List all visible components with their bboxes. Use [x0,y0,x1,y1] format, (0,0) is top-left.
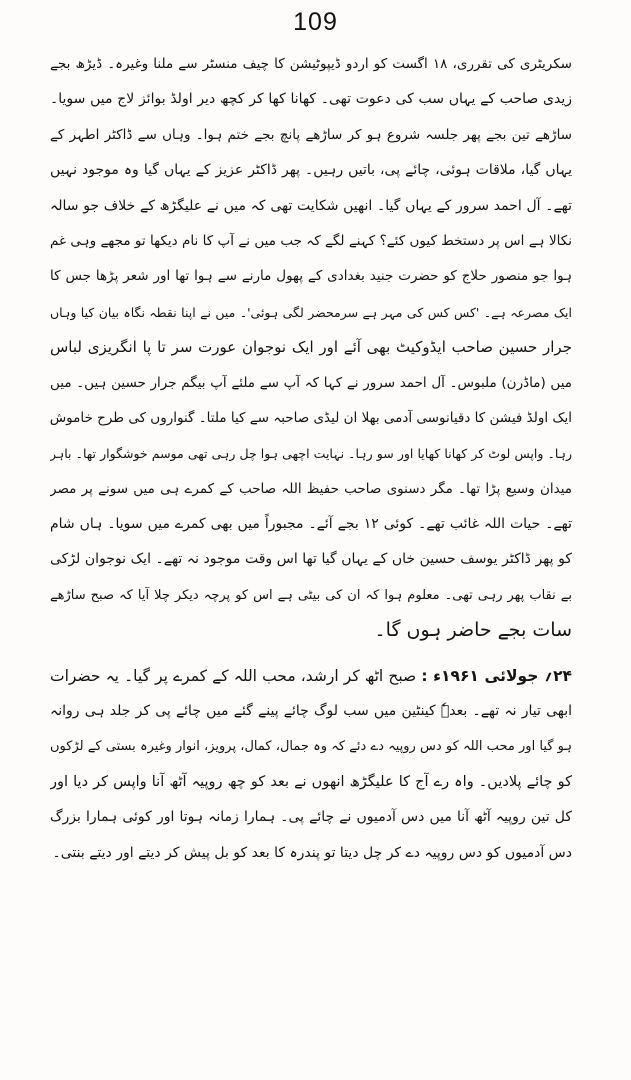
dated-entry-first-line [50,659,572,694]
text-line: کل تین روپیہ آٹھ آنا میں دس آدمیوں نے چائے پی۔ ہمارا زمانہ ہوتا اور کوئی ہمارا بزرگ [50,809,572,826]
text-line: یہاں گیا، ملاقات ہوئی، چائے پی، باتیں رہیں۔ پھر ڈاکٹر عزیز کے یہاں گیا وہ موجود نہیں [50,162,572,179]
text-line: سات بجے حاضر ہوں گا۔ [374,619,572,642]
text-line: کو پھر ڈاکٹر یوسف حسین خاں کے یہاں گیا تھا اس وقت موجود نہ تھے۔ ایک نوجوان لڑکی [50,551,572,568]
text-line: ساڑھے تین بجے پھر جلسہ شروع ہو کر ساڑھے پانچ بجے ختم ہوا۔ وہاں سے ڈاکٹر اطہر کے [50,126,572,143]
text-line: بے نقاب پھر رہی تھی۔ معلوم ہوا کہ ان کی بیٹی ہے اس کو پرچہ دیکر چلا آیا کہ صبح ساڑھے [50,587,572,603]
text-line: دس آدمیوں کو دس روپیہ دے کر چل دیتا تو پندرہ کا بعد کو بل پیش کر دیتے اور دیتے بنتی۔ [52,844,572,861]
text-line: ہو گیا اور محب اللہ کو دس روپیہ دے دئے کہ وہ جمال، کمال، پرویز، انوار وغیرہ بستی کے لڑکوں [50,739,572,755]
text-line: میدان وسیع پڑا تھا۔ مگر دسنوی صاحب حفیظ اللہ صاحب کے کمرے ہی میں سونے پر مصر [50,480,572,497]
text-line: ہوا جو منصور حلاج کو حضرت جنید بغدادی کے پھول مارنے سے ہوا تھا اور شعر پڑھا جس کا [50,268,572,285]
page-number: 109 [293,8,338,36]
text-line: نکالا ہے اس پر دستخط کیوں کئے؟ کہنے لگے کہ جب میں نے آپ کا نام دیکھا تو مجھے وہی غم [50,232,572,249]
text-line: میں (ماڈرن) ملبوس۔ آل احمد سرور نے کہا کہ آپ سے ملئے آپ بیگم جرار حسین ہیں۔ میں [50,374,572,391]
dated-entry-text: صبح اٹھ کر ارشد، محب اللہ کے کمرے پر گیا۔ یہ حضرات [50,666,417,685]
body-text [50,47,572,871]
text-line: رہا۔ واپس لوٹ کر کھانا کھایا اور سو رہا۔ نہایت اچھی ہوا چل رہی تھی موسم خوشگوار تھا۔ باہر [50,446,572,462]
text-line: ابھی تیار نہ تھے۔ بعدہٗ کینٹین میں سب لوگ چائے پینے گئے میں چائے پی کر جلد ہی روانہ [50,703,572,720]
text-line: ایک اولڈ فیشن کا دقیانوسی آدمی بھلا ان لیڈی صاحبہ سے کیا ملتا۔ گنواروں کی طرح خاموش [50,409,572,426]
text-line: تھے۔ آل احمد سرور کے یہاں گیا۔ انھیں شکایت تھی کہ میں نے علیگڑھ کے خلاف جو سالہ [50,197,572,214]
text-line: زیدی صاحب کے یہاں سب کی دعوت تھی۔ کھانا کھا کر کچھ دیر اولڈ بوائز لاج میں سویا۔ [50,91,572,108]
text-line: جرار حسین صاحب ایڈوکیٹ بھی آئے اور ایک نوجوان عورت سر تا پا انگریزی لباس [50,338,572,357]
text-line: تھے۔ حیات اللہ غائب تھے۔ کوئی ۱۲ بجے آئے۔ مجبوراً میں بھی کمرے میں سویا۔ ہاں شام [50,516,572,533]
text-line: سکریٹری کی تقرری، ۱۸ اگست کو اردو ڈیپوٹیشن کا چیف منسٹر سے ملنا وغیرہ۔ ڈیڑھ بجے [50,56,572,72]
date-heading: ۲۴؍ جولائی ۱۹۶۱ء : [421,666,572,685]
text-line: کو چائے پلادیں۔ واہ رے آج کا علیگڑھ انھوں نے بعد کو چھ روپیہ آٹھ آنا واپس کر دیا اور [50,773,572,790]
text-line: ایک مصرعہ ہے۔ 'کس کس کی مہر ہے سرمحضر لگی ہوئی'۔ میں نے اپنا نقطہ نگاہ بیان کیا وہاں [50,304,572,320]
